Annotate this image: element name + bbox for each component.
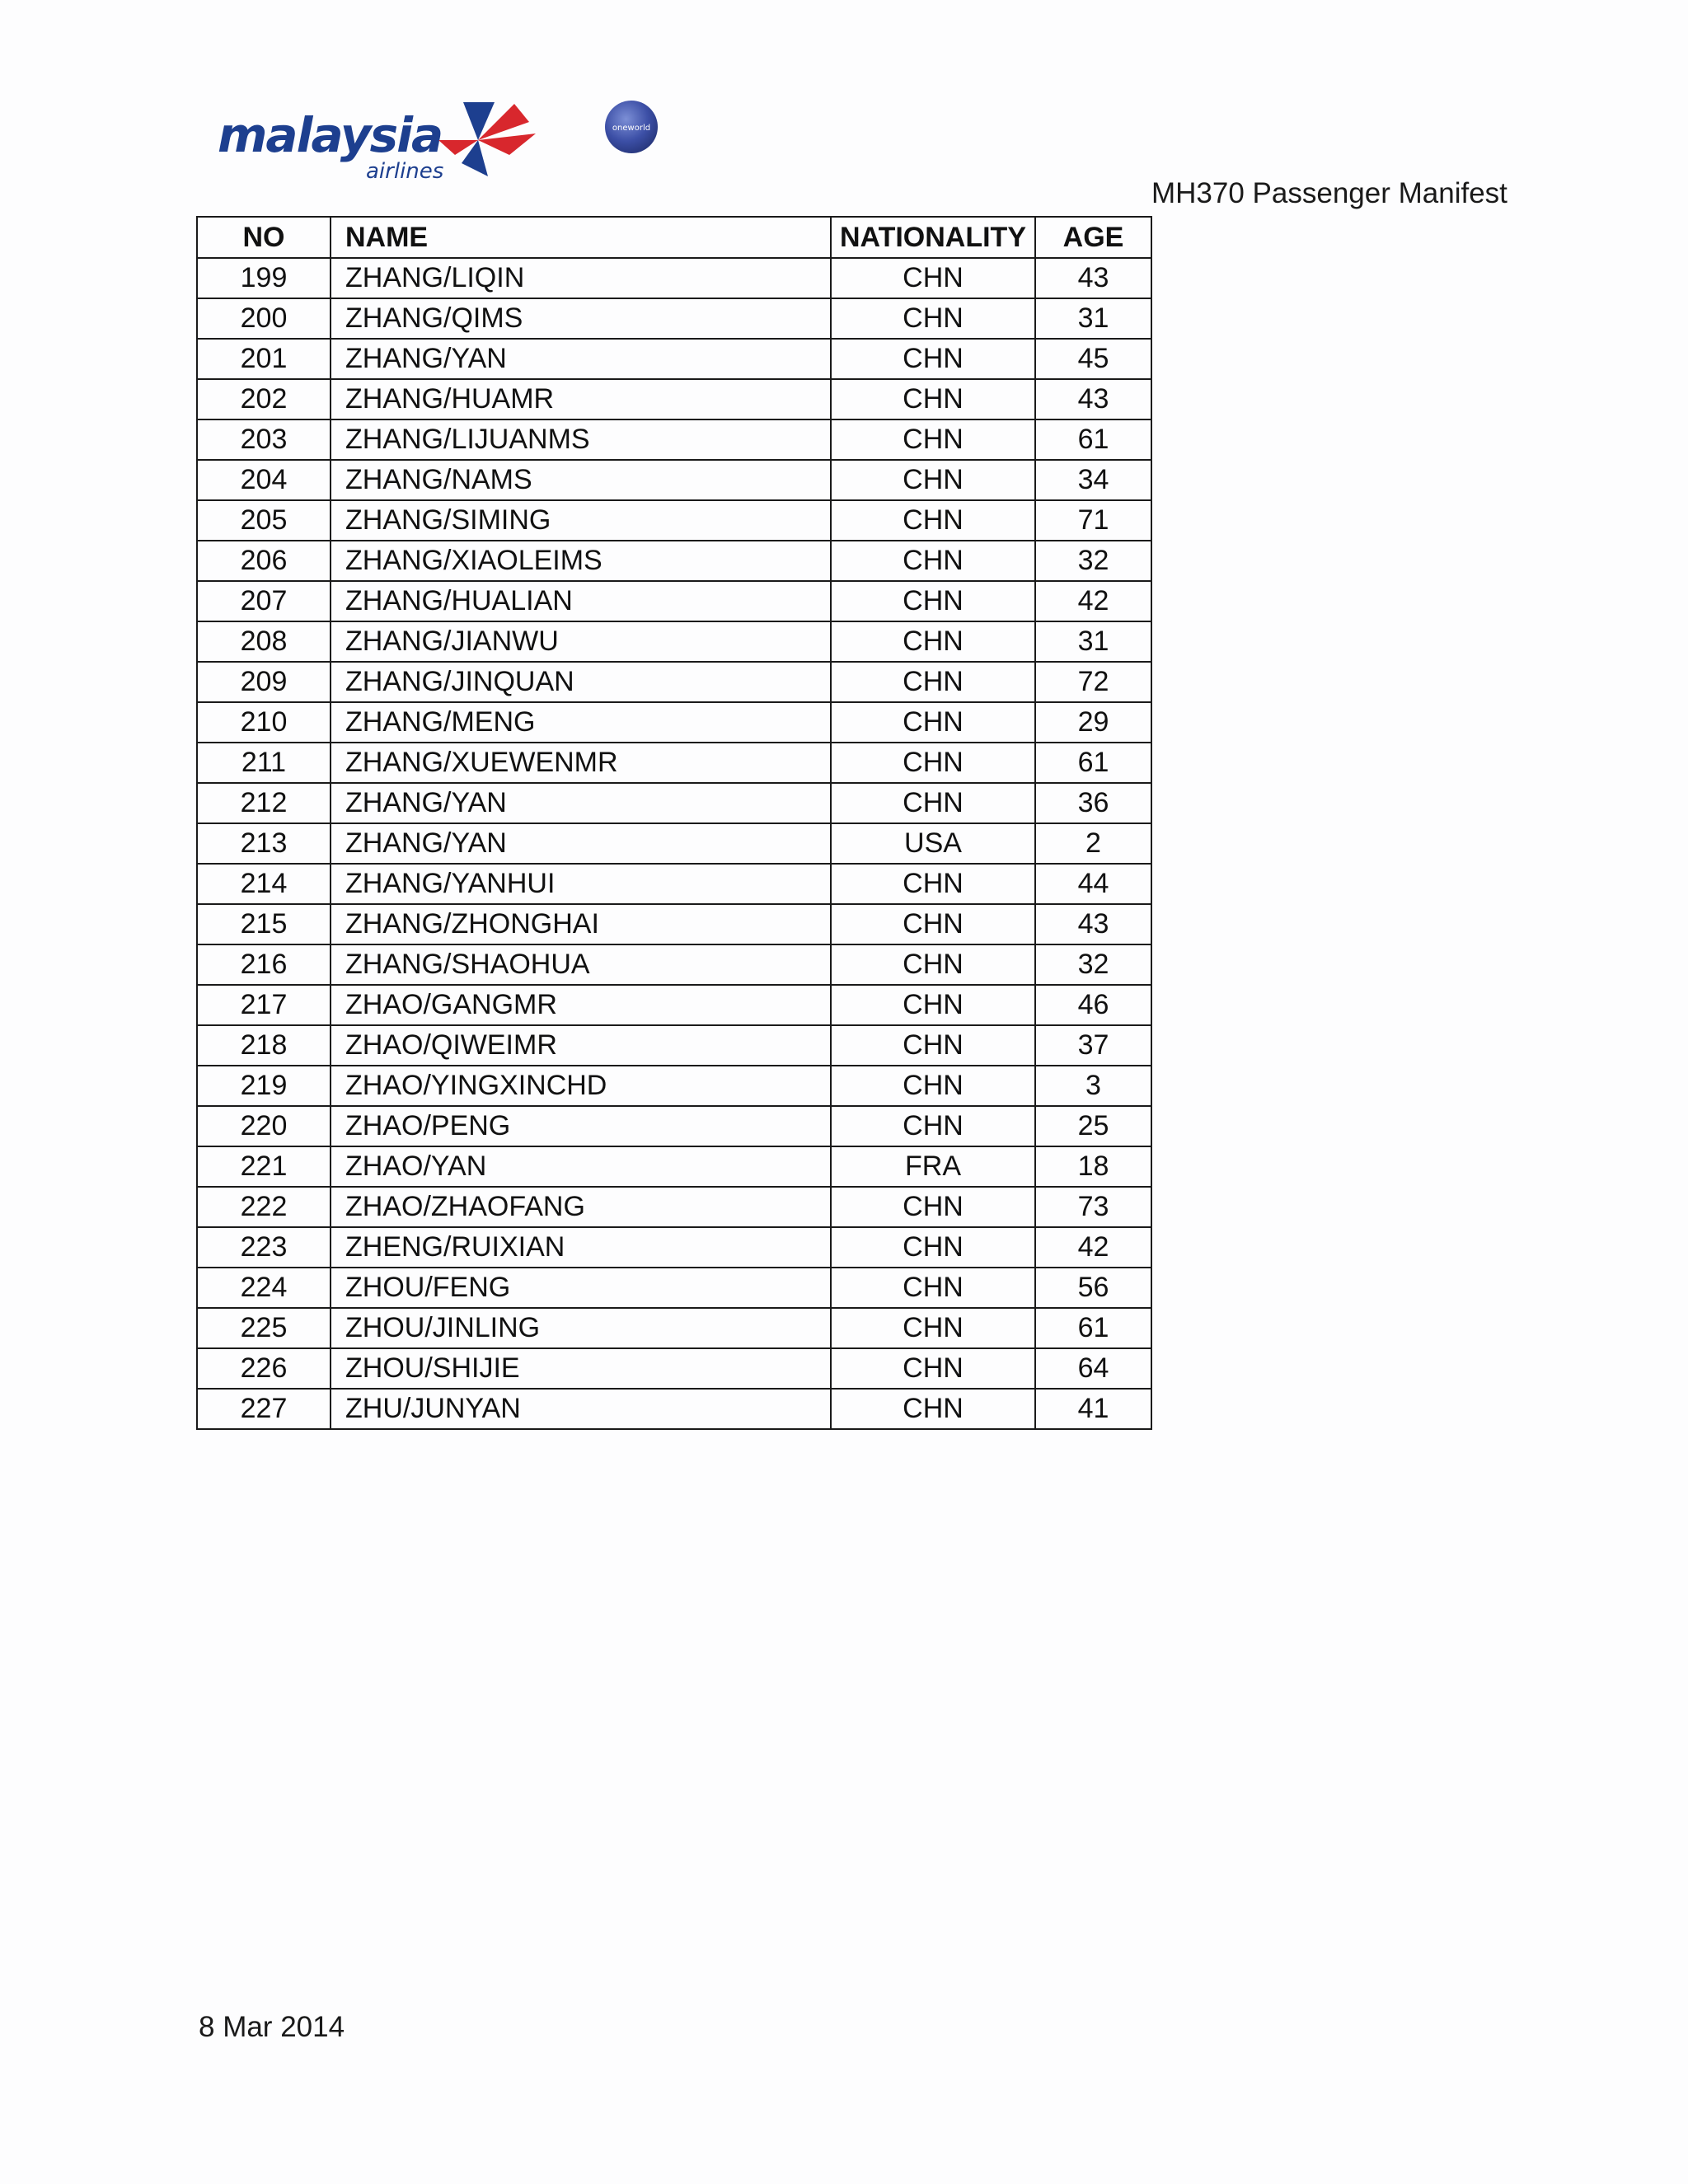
cell-name: ZHANG/LIQIN [331, 258, 831, 298]
cell-no: 214 [197, 864, 331, 904]
cell-no: 212 [197, 783, 331, 823]
cell-name: ZHANG/XUEWENMR [331, 743, 831, 783]
cell-nationality: CHN [831, 1389, 1035, 1429]
cell-nationality: USA [831, 823, 1035, 864]
document-title: MH370 Passenger Manifest [1151, 177, 1507, 209]
cell-nationality: CHN [831, 1348, 1035, 1389]
cell-nationality: CHN [831, 1268, 1035, 1308]
cell-no: 213 [197, 823, 331, 864]
cell-no: 209 [197, 662, 331, 702]
table-row [197, 944, 1151, 985]
cell-nationality: CHN [831, 1227, 1035, 1268]
table-row [197, 1025, 1151, 1066]
passenger-manifest-table [196, 216, 1152, 1430]
cell-age: 44 [1035, 864, 1151, 904]
cell-no: 207 [197, 581, 331, 621]
cell-age: 32 [1035, 541, 1151, 581]
malaysia-airlines-logo [216, 97, 537, 183]
cell-age: 43 [1035, 258, 1151, 298]
cell-age: 73 [1035, 1187, 1151, 1227]
cell-age: 61 [1035, 419, 1151, 460]
cell-nationality: CHN [831, 1187, 1035, 1227]
cell-age: 18 [1035, 1146, 1151, 1187]
cell-no: 225 [197, 1308, 331, 1348]
cell-no: 217 [197, 985, 331, 1025]
cell-no: 220 [197, 1106, 331, 1146]
cell-name: ZHANG/JINQUAN [331, 662, 831, 702]
cell-age: 42 [1035, 1227, 1151, 1268]
cell-age: 32 [1035, 944, 1151, 985]
table-row [197, 1389, 1151, 1429]
cell-nationality: CHN [831, 1066, 1035, 1106]
cell-no: 210 [197, 702, 331, 743]
table-row [197, 1308, 1151, 1348]
cell-nationality: CHN [831, 662, 1035, 702]
cell-age: 41 [1035, 1389, 1151, 1429]
cell-no: 204 [197, 460, 331, 500]
table-row [197, 581, 1151, 621]
cell-name: ZHENG/RUIXIAN [331, 1227, 831, 1268]
cell-no: 223 [197, 1227, 331, 1268]
table-row [197, 460, 1151, 500]
cell-no: 216 [197, 944, 331, 985]
cell-name: ZHANG/YAN [331, 823, 831, 864]
cell-age: 45 [1035, 339, 1151, 379]
cell-nationality: CHN [831, 1106, 1035, 1146]
cell-nationality: FRA [831, 1146, 1035, 1187]
cell-name: ZHAO/ZHAOFANG [331, 1187, 831, 1227]
cell-no: 199 [197, 258, 331, 298]
cell-age: 31 [1035, 621, 1151, 662]
cell-no: 208 [197, 621, 331, 662]
cell-nationality: CHN [831, 541, 1035, 581]
cell-no: 202 [197, 379, 331, 419]
cell-age: 37 [1035, 1025, 1151, 1066]
cell-name: ZHANG/HUALIAN [331, 581, 831, 621]
footer-date: 8 Mar 2014 [199, 2011, 345, 2043]
cell-no: 200 [197, 298, 331, 339]
column-header-name: NAME [331, 217, 831, 258]
cell-name: ZHANG/SHAOHUA [331, 944, 831, 985]
logo-wordmark: malaysia [218, 107, 443, 163]
cell-nationality: CHN [831, 500, 1035, 541]
cell-age: 36 [1035, 783, 1151, 823]
cell-name: ZHOU/JINLING [331, 1308, 831, 1348]
table-row [197, 823, 1151, 864]
cell-name: ZHANG/LIJUANMS [331, 419, 831, 460]
table-row [197, 702, 1151, 743]
cell-name: ZHAO/GANGMR [331, 985, 831, 1025]
table-body [197, 258, 1151, 1429]
cell-name: ZHANG/QIMS [331, 298, 831, 339]
table-row [197, 298, 1151, 339]
cell-age: 56 [1035, 1268, 1151, 1308]
cell-no: 222 [197, 1187, 331, 1227]
cell-age: 64 [1035, 1348, 1151, 1389]
table-row [197, 985, 1151, 1025]
cell-name: ZHANG/XIAOLEIMS [331, 541, 831, 581]
cell-name: ZHANG/YAN [331, 339, 831, 379]
cell-name: ZHANG/YAN [331, 783, 831, 823]
cell-nationality: CHN [831, 1025, 1035, 1066]
table-row [197, 1227, 1151, 1268]
cell-name: ZHANG/JIANWU [331, 621, 831, 662]
cell-no: 203 [197, 419, 331, 460]
oneworld-logo [604, 100, 659, 154]
table-row [197, 1348, 1151, 1389]
cell-nationality: CHN [831, 419, 1035, 460]
cell-no: 215 [197, 904, 331, 944]
cell-name: ZHAO/PENG [331, 1106, 831, 1146]
table-row [197, 783, 1151, 823]
cell-name: ZHAO/YAN [331, 1146, 831, 1187]
cell-age: 71 [1035, 500, 1151, 541]
table-row [197, 339, 1151, 379]
table-header-row [197, 217, 1151, 258]
cell-no: 221 [197, 1146, 331, 1187]
cell-age: 34 [1035, 460, 1151, 500]
table-row [197, 743, 1151, 783]
cell-name: ZHANG/YANHUI [331, 864, 831, 904]
cell-name: ZHU/JUNYAN [331, 1389, 831, 1429]
cell-no: 226 [197, 1348, 331, 1389]
cell-nationality: CHN [831, 581, 1035, 621]
cell-no: 205 [197, 500, 331, 541]
cell-name: ZHAO/YINGXINCHD [331, 1066, 831, 1106]
table-row [197, 864, 1151, 904]
column-header-age: AGE [1035, 217, 1151, 258]
cell-name: ZHANG/NAMS [331, 460, 831, 500]
cell-nationality: CHN [831, 985, 1035, 1025]
table-row [197, 541, 1151, 581]
table-row [197, 379, 1151, 419]
cell-no: 224 [197, 1268, 331, 1308]
table-row [197, 1187, 1151, 1227]
cell-nationality: CHN [831, 904, 1035, 944]
cell-name: ZHANG/MENG [331, 702, 831, 743]
cell-nationality: CHN [831, 339, 1035, 379]
table-row [197, 1066, 1151, 1106]
logo-subword: airlines [366, 159, 444, 183]
table-row [197, 500, 1151, 541]
cell-nationality: CHN [831, 621, 1035, 662]
cell-nationality: CHN [831, 743, 1035, 783]
table-row [197, 1106, 1151, 1146]
cell-nationality: CHN [831, 702, 1035, 743]
cell-name: ZHANG/HUAMR [331, 379, 831, 419]
cell-nationality: CHN [831, 783, 1035, 823]
cell-age: 43 [1035, 379, 1151, 419]
table-row [197, 1268, 1151, 1308]
cell-no: 211 [197, 743, 331, 783]
table-row [197, 1146, 1151, 1187]
cell-age: 2 [1035, 823, 1151, 864]
cell-age: 72 [1035, 662, 1151, 702]
cell-no: 219 [197, 1066, 331, 1106]
cell-age: 3 [1035, 1066, 1151, 1106]
column-header-nationality: NATIONALITY [831, 217, 1035, 258]
table-row [197, 258, 1151, 298]
table-row [197, 419, 1151, 460]
cell-nationality: CHN [831, 864, 1035, 904]
cell-name: ZHANG/SIMING [331, 500, 831, 541]
column-header-no: NO [197, 217, 331, 258]
cell-name: ZHOU/FENG [331, 1268, 831, 1308]
cell-age: 25 [1035, 1106, 1151, 1146]
cell-no: 227 [197, 1389, 331, 1429]
cell-age: 43 [1035, 904, 1151, 944]
cell-nationality: CHN [831, 298, 1035, 339]
cell-age: 29 [1035, 702, 1151, 743]
table-row [197, 662, 1151, 702]
cell-age: 61 [1035, 1308, 1151, 1348]
cell-nationality: CHN [831, 460, 1035, 500]
table-row [197, 621, 1151, 662]
cell-no: 206 [197, 541, 331, 581]
kite-icon [438, 102, 536, 176]
table-row [197, 904, 1151, 944]
cell-age: 42 [1035, 581, 1151, 621]
cell-nationality: CHN [831, 258, 1035, 298]
cell-nationality: CHN [831, 944, 1035, 985]
cell-no: 218 [197, 1025, 331, 1066]
cell-age: 46 [1035, 985, 1151, 1025]
cell-name: ZHANG/ZHONGHAI [331, 904, 831, 944]
cell-age: 31 [1035, 298, 1151, 339]
oneworld-wordmark: oneworld [612, 124, 651, 133]
cell-name: ZHOU/SHIJIE [331, 1348, 831, 1389]
cell-age: 61 [1035, 743, 1151, 783]
cell-nationality: CHN [831, 1308, 1035, 1348]
cell-no: 201 [197, 339, 331, 379]
cell-nationality: CHN [831, 379, 1035, 419]
cell-name: ZHAO/QIWEIMR [331, 1025, 831, 1066]
